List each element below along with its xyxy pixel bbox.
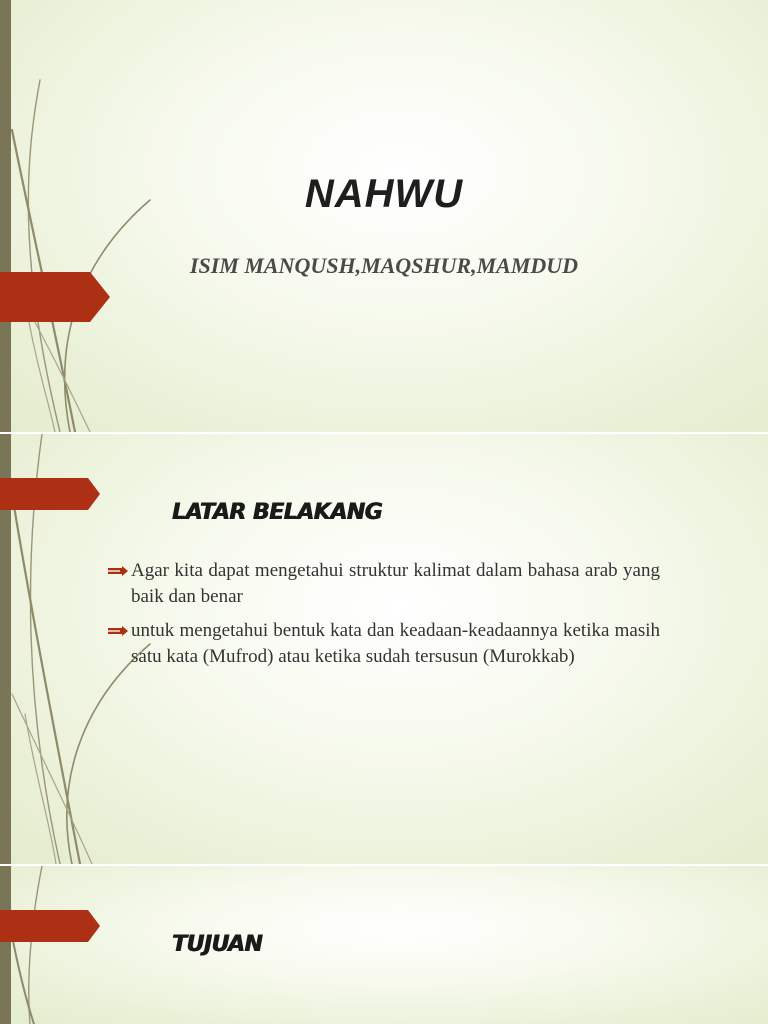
pencil-arrow-icon bbox=[108, 565, 128, 577]
decorative-swirl-lines bbox=[0, 866, 768, 1024]
bullet-text: untuk mengetahui bentuk kata dan keadaan-keadaannya ketika masih satu kata (Mufrod) atau ketika sudah tersusun (Murokkab) bbox=[131, 620, 660, 667]
bullet-item bbox=[108, 618, 660, 670]
section-heading: TUJUAN bbox=[172, 932, 263, 957]
red-accent-tab bbox=[0, 478, 102, 510]
red-accent-tab bbox=[0, 272, 112, 322]
pencil-arrow-icon bbox=[108, 625, 128, 637]
red-accent-tab bbox=[0, 910, 102, 942]
bullet-list bbox=[108, 558, 660, 678]
slide-subtitle-text: ISIM MANQUSH,MAQSHUR,MAMDUD bbox=[189, 253, 579, 278]
slide-title bbox=[0, 0, 768, 432]
bullet-text: Agar kita dapat mengetahui struktur kalimat dalam bahasa arab yang baik dan benar bbox=[131, 560, 660, 607]
slide-latar-belakang bbox=[0, 434, 768, 864]
section-heading: LATAR BELAKANG bbox=[172, 500, 383, 525]
slide-title-text: NAHWU bbox=[304, 172, 464, 216]
slide-tujuan bbox=[0, 866, 768, 1024]
bullet-item bbox=[108, 558, 660, 610]
